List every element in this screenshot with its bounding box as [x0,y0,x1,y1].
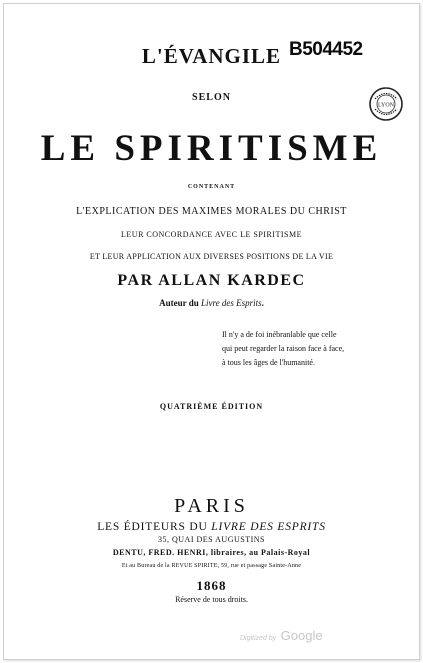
watermark-brand: Google [280,628,323,643]
author-ref-title: Livre des Esprits [200,298,262,308]
author-reference [0,298,423,308]
title-line-spiritisme: LE SPIRITISME [40,128,383,169]
author-ref-suffix: . [261,298,264,308]
author-name: PAR ALLAN KARDEC [117,272,306,289]
watermark-prefix: Digitized by [240,635,277,642]
imprint-address: 35, QUAI DES AUGUSTINS [157,535,265,544]
imprint-dentu: DENTU, FRED. HENRI, libraires, au Palais-Royal [112,548,311,557]
title-line-selon: SELON [192,92,231,103]
subtitle-line-1: L'EXPLICATION DES MAXIMES MORALES DU CHRIST [76,206,347,217]
subtitle-contenant: CONTENANT [187,184,236,190]
imprint-year: 1868 [196,578,227,593]
imprint-publisher [0,521,423,533]
epigraph-line: à tous les âges de l'humanité. [222,358,315,367]
shelfmark: B504452 [289,39,363,60]
subtitle-line-3: ET LEUR APPLICATION AUX DIVERSES POSITIONS DE LA VIE [89,252,334,261]
digitization-watermark [240,627,323,645]
imprint-bureau: Et au Bureau de la REVUE SPIRITE, 59, rue et passage Sainte-Anne [121,563,302,569]
svg-text:LYON: LYON [377,102,395,109]
edition-label: QUATRIÈME ÉDITION [159,402,264,411]
imprint-rights: Réserve de tous droits. [175,595,248,604]
author-ref-prefix: Auteur du [159,298,199,308]
epigraph-line: Il n'y a de foi inébranlable que celle [222,330,337,339]
title-line-evangile: L'ÉVANGILE [141,44,282,68]
epigraph [222,328,392,370]
publisher-prefix: LES ÉDITEURS DU [97,521,208,533]
epigraph-line: qui peut regarder la raison face à face, [222,344,345,353]
subtitle-line-2: LEUR CONCORDANCE AVEC LE SPIRITISME [121,230,302,239]
imprint-city: PARIS [174,495,249,517]
publisher-title: LIVRE DES ESPRITS [211,521,326,533]
